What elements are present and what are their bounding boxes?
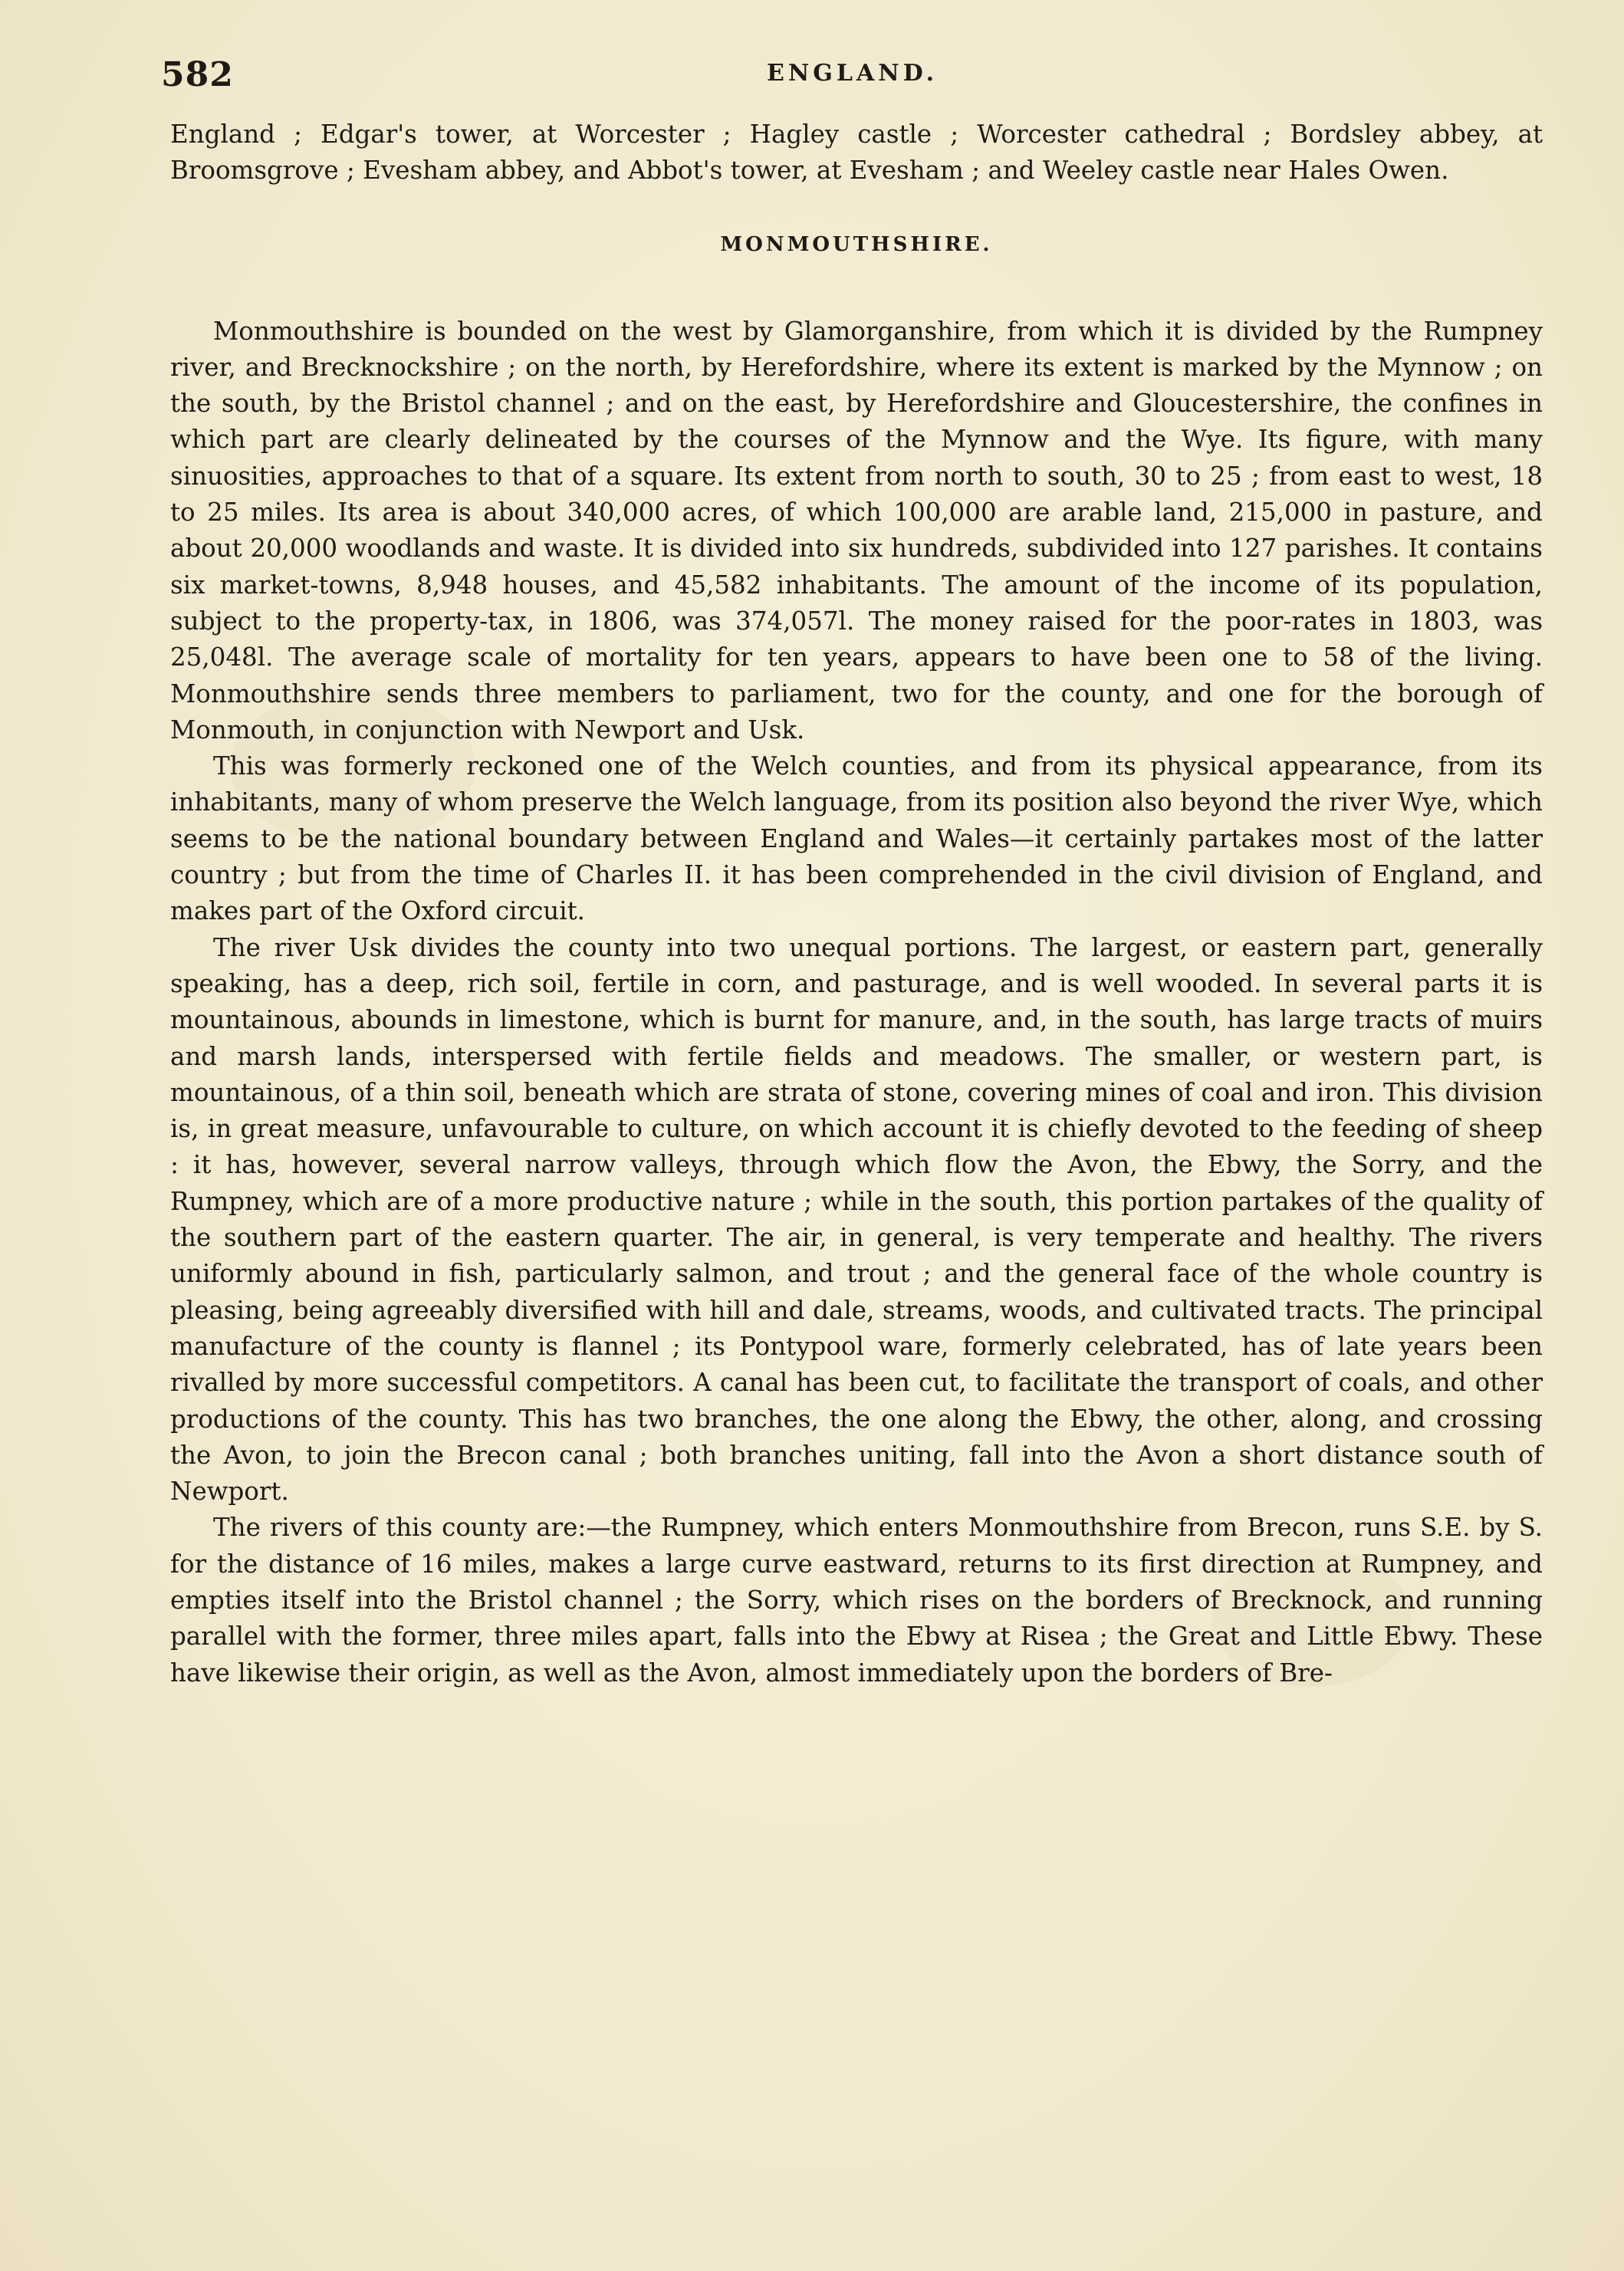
body-paragraph: This was formerly reckoned one of the Welch counties, and from its physical appearance, from its inhabitants, many of whom preserve the Welch language, from its position also beyond the river Wye, which seems to be the national boundary between England and Wales—it certainly partakes most of the latter country ; but from the time of Charles II. it has been comprehended in the civil division of England, and makes part of the Oxford circuit. (170, 751, 1543, 926)
section-title: MONMOUTHSHIRE. (720, 232, 993, 256)
body-paragraph: Monmouthshire is bounded on the west by Glamorganshire, from which it is divided by the Rumpney river, and Brecknockshire ; on the north, by Herefordshire, where its extent is marked by the Mynnow ; on the south, by the Bristol channel ; and on the east, by Herefordshire and Gloucestershire, the confines in which part are clearly delineated by the courses of the Mynnow and the Wye. Its figure, with many sinuosities, approaches to that of a square. Its extent from north to south, 30 to 25 ; from east to west, 18 to 25 miles. Its area is about 340,000 acres, of which 100,000 are arable land, 215,000 in pasture, and about 20,000 woodlands and waste. It is divided into six hundreds, subdivided into 127 parishes. It contains six market-towns, 8,948 houses, and 45,582 inhabitants. The amount of the income of its population, subject to the property-tax, in 1806, was 374,057l. The money raised for the poor-rates in 1803, was 25,048l. The average scale of mortality for ten years, appears to have been one to 58 of the living. Monmouthshire sends three members to parliament, two for the county, and one for the borough of Monmouth, in conjunction with Newport and Usk. (170, 316, 1543, 744)
page-header (161, 55, 1541, 101)
body-text (170, 117, 1543, 1691)
running-head: ENGLAND. (767, 60, 939, 87)
body-paragraph: The river Usk divides the county into two unequal portions. The largest, or eastern part, generally speaking, has a deep, rich soil, fertile in corn, and pasturage, and is well wooded. In several parts it is mountainous, abounds in limestone, which is burnt for manure, and, in the south, has large tracts of muirs and marsh lands, interspersed with fertile fields and meadows. The smaller, or western part, is mountainous, of a thin soil, beneath which are strata of stone, covering mines of coal and iron. This division is, in great measure, unfavourable to culture, on which account it is chiefly devoted to the feeding of sheep : it has, however, several narrow valleys, through which flow the Avon, the Ebwy, the Sorry, and the Rumpney, which are of a more productive nature ; while in the south, this portion partakes of the quality of the southern part of the eastern quarter. The air, in general, is very temperate and healthy. The rivers uniformly abound in fish, particularly salmon, and trout ; and the general face of the whole country is pleasing, being agreeably diversified with hill and dale, streams, woods, and cultivated tracts. The principal manufacture of the county is flannel ; its Pontypool ware, formerly celebrated, has of late years been rivalled by more successful competitors. A canal has been cut, to facilitate the transport of coals, and other productions of the county. This has two branches, the one along the Ebwy, the other, along, and crossing the Avon, to join the Brecon canal ; both branches uniting, fall into the Avon a short distance south of Newport. (170, 932, 1543, 1507)
page-number: 582 (161, 55, 234, 94)
continuation-paragraph: England ; Edgar's tower, at Worcester ; Hagley castle ; Worcester cathedral ; Bordsley abbey, at Broomsgrove ; Evesham abbey, and Abbot's tower, at Evesham ; and Weeley castle near Hales Owen. (170, 120, 1543, 186)
body-paragraph: The rivers of this county are:—the Rumpney, which enters Monmouthshire from Brecon, runs S.E. by S. for the distance of 16 miles, makes a large curve eastward, returns to its first direction at Rumpney, and empties itself into the Bristol channel ; the Sorry, which rises on the borders of Brecknock, and running parallel with the former, three miles apart, falls into the Ebwy at Risea ; the Great and Little Ebwy. These have likewise their origin, as well as the Avon, almost immediately upon the borders of Bre- (170, 1513, 1543, 1688)
